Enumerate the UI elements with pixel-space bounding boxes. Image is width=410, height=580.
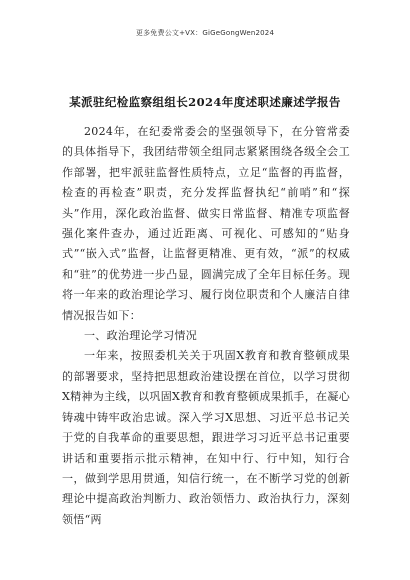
- header-note: 更多免费公文+VX：GiGeGongWen2024: [135, 29, 275, 37]
- paragraph-intro: 2024年，在纪委常委会的坚强领导下，在分管常委的具体指导下，我团结带领全组同志紧紧围绕各级全会工作部署，把牢派驻监督性质特点，立足“监督的再监督，检查的再检查”职责，充分发挥监督执纪“前哨”和“探头”作用，深化政治监督、做实日常监督、精准专项监督强化案件查办，通过近距离、可视化、可感知的“贴身式”“嵌入式”监督，让监督更精准、更有效，“派”的权威和“驻”的优势进一步凸显，圆满完成了全年目标任务。现将一年来的政治理论学习、履行岗位职责和个人廉洁自律情况报告如下：: [62, 125, 350, 322]
- section-heading: 一、政治理论学习情况: [84, 329, 197, 343]
- document-title: 某派驻纪检监察组组长2024年度述职述廉述学报告: [69, 95, 341, 109]
- document-body: [62, 122, 350, 530]
- paragraph-study: 一年来，按照委机关关于巩固X教育和教育整顿成果的部署要求，坚持把思想政治建设摆在首位，以学习贯彻X精神为主线，以巩固X教育和教育整顿成果抓手，在凝心铸魂中铸牢政治忠诚。深入学习X思想、习近平总书记关于党的自我革命的重要思想，跟进学习习近平总书记重要讲话和重要指示批示精神，在知中行、行中知，知行合一，做到学思用贯通，知信行统一，在不断学习党的创新理论中提高政治判断力、政治领悟力、政治执行力，深刻领悟“两: [62, 349, 350, 526]
